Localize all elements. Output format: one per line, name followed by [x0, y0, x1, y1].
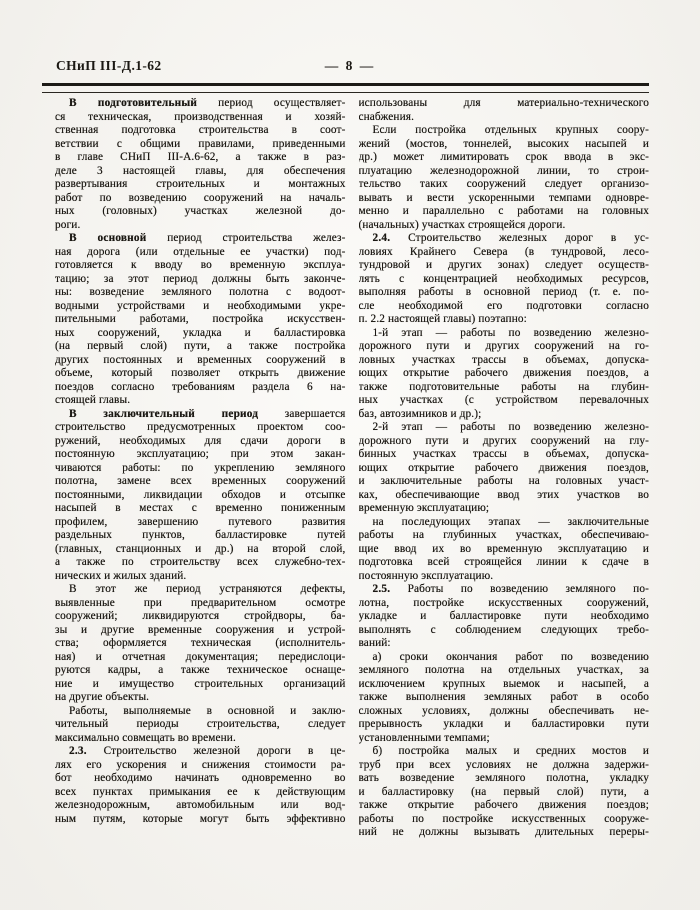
- text-line: работ по возведению сооружений на началь-: [55, 191, 346, 204]
- text-line: дорожного пути и других сооружений на го-: [358, 340, 649, 352]
- text-line: также открытие рабочего движения поездов;: [358, 799, 649, 811]
- text-line: и заключительные работы на головных участ-: [358, 475, 649, 487]
- text-line: ваний:: [358, 637, 391, 649]
- text-line: ся техническая, производственная и хозяй-: [55, 110, 346, 123]
- text-line: исключением крупных выемок и насыпей, а: [358, 677, 649, 690]
- text-line: ным путям, которые могут быть эффективно: [55, 812, 346, 825]
- text-line: развертывания строительных и монтажных: [55, 178, 346, 190]
- text-line: ная дорога (или отдельные ее участки) под-: [55, 245, 346, 258]
- text-line: труб при всех условиях не должна задержи-: [358, 758, 649, 771]
- paragraph: [55, 705, 346, 746]
- text-line: на другие объекты.: [55, 691, 150, 703]
- text-line: лотна, постройке искусственных сооружений,: [358, 596, 649, 609]
- text-line: (на первый слой) пути, а также постройка: [55, 340, 346, 352]
- text-line: и балластировку (на первый слой) пути, а: [358, 785, 649, 798]
- text-line: жений (мостов, тоннелей, высоких насыпей и: [358, 137, 649, 150]
- text-line: работы на глубинных участках, обеспечиваю-: [358, 529, 649, 541]
- text-line: железнодорожным, автомобильным или вод-: [55, 799, 346, 811]
- text-line: ных (головных) участках железной до-: [55, 205, 346, 217]
- paragraph: [359, 124, 650, 232]
- text-line: ках, обеспечивающие ввод этих участков во: [358, 488, 649, 501]
- text-line: полотна, замене всех временных сооружений: [55, 475, 346, 487]
- paragraph: [55, 745, 346, 826]
- text-line: 2.3. Строительство железной дороги в це-: [69, 745, 346, 757]
- text-line: зы и другие временные сооружения и устрой-: [55, 623, 346, 636]
- text-line: (главных, станционных и др.) на второй слой,: [55, 542, 346, 555]
- text-line: временную эксплуатацию;: [358, 502, 490, 514]
- text-line: руются кадры, а также техническое оснаще-: [55, 664, 346, 676]
- text-line: Работы, выполняемые в основной и заклю-: [69, 704, 346, 717]
- text-line: ветствии с общими правилами, приведенными: [55, 137, 346, 150]
- bold-lead: В подготовительный: [69, 97, 198, 109]
- text-line: бинных участках трассы в объемах, допуска-: [358, 448, 649, 460]
- paragraph: [359, 745, 650, 840]
- text-line: а также по строительству всех служебно-тех-: [55, 556, 346, 568]
- text-columns: [55, 97, 649, 840]
- bold-lead: В основной: [69, 232, 147, 244]
- text-line: менно и параллельно с работами на головных: [358, 205, 649, 217]
- text-line: использованы для материально-технического: [358, 97, 649, 109]
- text-line: нических и жилых зданий.: [55, 569, 187, 582]
- text-line: 1-й этап — работы по возведению железно-: [372, 326, 649, 339]
- text-line: на последующих этапах — заключительные: [372, 515, 649, 528]
- text-line: укладке и балластировке пути необходимо: [358, 610, 649, 622]
- text-line: пительными работами, постройка искусствен-: [55, 313, 346, 325]
- text-line: постоянными, ликвидации обходов и отсыпке: [55, 488, 346, 501]
- text-line: вать возведение земляного полотна, укладку: [358, 772, 649, 784]
- text-line: п. 2.2 настоящей главы) поэтапно:: [358, 313, 527, 325]
- text-line: строительство предусмотренных проектом соо-: [55, 421, 346, 433]
- text-line: В основной период строительства желез-: [69, 232, 346, 244]
- text-line: также подготовительные работы на глубин-: [358, 380, 649, 393]
- text-line: ющих открытие рабочего движения поездов, а: [358, 367, 649, 379]
- text-line: также выполнения земляных работ в особо: [358, 691, 649, 703]
- paragraph: [359, 651, 650, 746]
- text-line: 2.4. Строительство железных дорог в ус-: [372, 232, 649, 244]
- text-line: др.) может лимитировать срок ввода в экс-: [358, 151, 649, 163]
- paragraph: [359, 516, 650, 584]
- paragraph: [359, 232, 650, 327]
- bold-lead: 2.4.: [372, 232, 391, 244]
- text-line: ны: возведение земляного полотна с водоот-: [55, 286, 346, 298]
- text-line: тундровой и других зонах) следует осуществ-: [358, 259, 649, 271]
- page-number: — 8 —: [324, 58, 376, 73]
- text-line: плуатацию железнодорожной линии, то строи-: [358, 164, 649, 177]
- text-line: лять с концентрацией необходимых ресурсов,: [358, 272, 649, 285]
- text-line: В заключительный период завершается: [69, 407, 346, 420]
- text-line: баз, автозимников и др.);: [358, 407, 482, 420]
- text-line: объеме, который позволяет открыть движение: [55, 367, 346, 379]
- text-line: 2-й этап — работы по возведению железно-: [372, 421, 649, 433]
- text-line: ружений, необходимых для сдачи дороги в: [55, 434, 346, 447]
- text-line: земляного полотна на отдельных участках, за: [358, 664, 649, 676]
- text-line: чительный периоды строительства, следует: [55, 718, 346, 730]
- header-divider-rule: [42, 83, 649, 93]
- text-line: снабжения.: [358, 110, 415, 123]
- paragraph: [359, 327, 650, 422]
- column-left: [55, 97, 346, 840]
- text-line: ловных участках трассы в объемах, допуска-: [358, 353, 649, 366]
- text-line: лях его ускорения и снижения стоимости ра-: [55, 758, 346, 771]
- text-line: дорожного пути и других сооружений на глу-: [358, 434, 649, 447]
- text-line: В этот же период устраняются дефекты,: [69, 583, 346, 595]
- text-line: ства; оформляется техническая (исполнитель-: [55, 637, 346, 649]
- text-line: вывать и вести ускоренными темпами одновре-: [358, 191, 649, 204]
- text-line: ние и имущество строительных организаций: [55, 677, 346, 690]
- text-line: роги.: [55, 218, 81, 231]
- bold-lead: 2.5.: [372, 583, 391, 595]
- text-line: других постоянных и временных сооружений в: [55, 353, 346, 366]
- text-line: профилем, завершению путевого развития: [55, 515, 346, 528]
- paragraph: [359, 421, 650, 516]
- text-line: ственная подготовка строительства в соот-: [55, 124, 346, 136]
- text-line: сле необходимой его подготовки согласно: [358, 299, 649, 312]
- text-line: тельство таких сооружений следует организо-: [358, 178, 649, 190]
- text-line: Если постройка отдельных крупных соору-: [372, 124, 649, 136]
- text-line: готовляется к вводу во временную эксплуа-: [55, 259, 346, 271]
- text-line: тацию; за этот период должны быть законче-: [55, 272, 346, 285]
- text-line: выявленные при предварительном осмотре: [55, 596, 346, 609]
- text-line: ных участках (с устройством перевалочных: [358, 394, 649, 406]
- paragraph: [359, 583, 650, 651]
- text-line: стоящей главы.: [55, 394, 131, 406]
- text-line: постоянную эксплуатацию.: [358, 569, 494, 582]
- text-line: подготовка всей строящейся линии к сдаче в: [358, 556, 649, 568]
- text-line: работы по постройке искусственных сооруже-: [358, 812, 649, 825]
- text-line: сооружений; ликвидируются стройдворы, ба-: [55, 610, 346, 622]
- text-line: выполняя работы в основной период (т. е. по-: [358, 286, 649, 298]
- text-line: а) сроки окончания работ по возведению: [372, 650, 649, 663]
- paragraph: [55, 232, 346, 408]
- text-line: прерывность укладки и балластировки пути: [358, 718, 649, 730]
- text-line: б) постройка малых и средних мостов и: [372, 745, 649, 757]
- text-line: установленными темпами;: [358, 731, 490, 744]
- paragraph: [55, 408, 346, 584]
- text-line: ловиях Крайнего Севера (в тундровой, лесо-: [358, 245, 649, 258]
- document-code: СНиП III-Д.1-62: [56, 58, 162, 73]
- text-line: щие ввод их во временную эксплуатацию и: [358, 542, 649, 555]
- text-line: выполнять с соблюдением следующих требо-: [358, 623, 649, 636]
- text-line: чиваются работы: по укреплению земляного: [55, 461, 346, 474]
- text-line: водными устройствами и необходимыми укре-: [55, 299, 346, 312]
- paragraph: [55, 583, 346, 705]
- text-line: максимально совмещать во времени.: [55, 731, 236, 744]
- text-line: поездов согласно требованиям раздела 6 на-: [55, 380, 346, 393]
- paragraph: [359, 97, 650, 124]
- text-line: ная) и отчетная документация; передислоци-: [55, 650, 346, 663]
- paragraph: [55, 97, 346, 232]
- text-line: насыпей в местах с временно пониженным: [55, 502, 346, 514]
- text-line: раздельных пунктов, балластировке путей: [55, 529, 346, 541]
- text-line: В подготовительный период осуществляет-: [69, 97, 346, 109]
- text-line: ных сооружений, укладка и балластировка: [55, 326, 346, 339]
- bold-lead: В заключительный период: [69, 407, 259, 420]
- text-line: постоянную эксплуатацию; при этом закан-: [55, 448, 346, 460]
- text-line: всех пунктах примыкания ее к действующим: [55, 785, 346, 798]
- text-line: бот необходимо начинать одновременно во: [55, 772, 346, 784]
- text-line: (начальных) участках строящейся дороги.: [358, 218, 566, 231]
- text-line: 2.5. Работы по возведению земляного по-: [372, 583, 649, 595]
- bold-lead: 2.3.: [69, 745, 87, 757]
- text-line: ющих открытие рабочего движения поездов,: [358, 461, 649, 474]
- text-line: ний не должны вызывать длительных переры-: [358, 826, 649, 838]
- text-line: сложных условиях, должны обеспечивать не-: [358, 704, 649, 717]
- text-line: в главе СНиП III-А.6-62, а также в раз-: [55, 151, 346, 163]
- text-line: деле 3 настоящей главы, для обеспечения: [55, 164, 346, 177]
- column-right: [359, 97, 650, 840]
